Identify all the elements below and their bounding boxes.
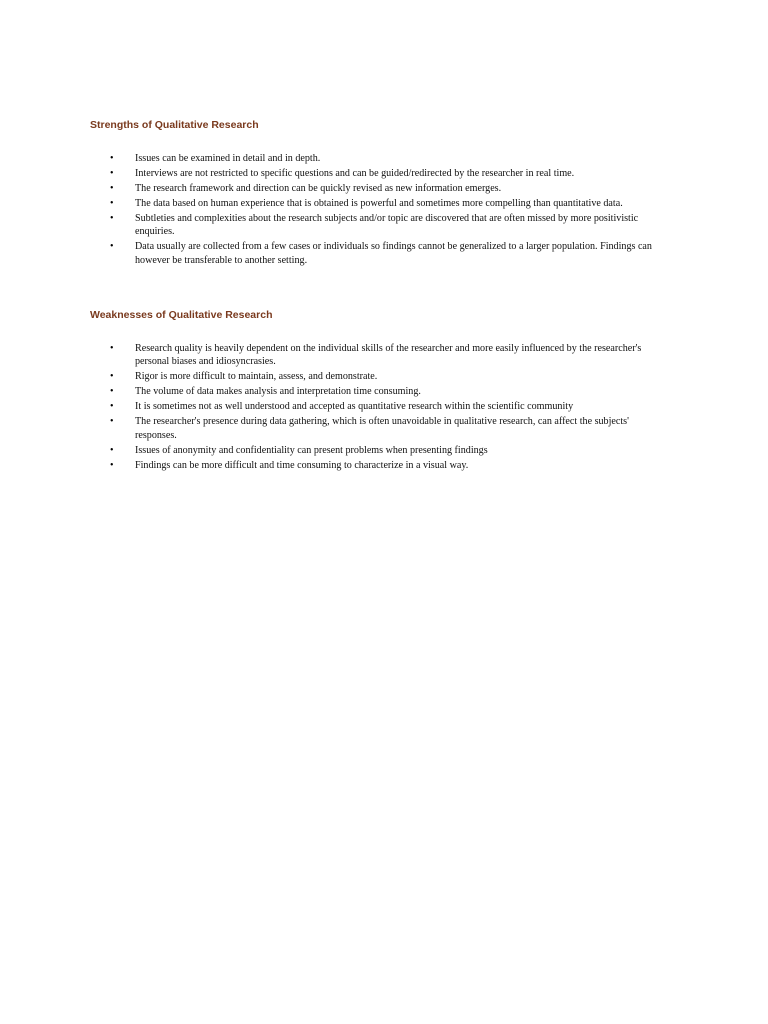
list-item-text: Rigor is more difficult to maintain, assess, and demonstrate. — [135, 371, 378, 383]
bullet-icon: • — [110, 459, 114, 471]
list-item-text: The data based on human experience that is obtained is powerful and sometimes more compelling than quantitative data. — [135, 198, 623, 209]
bullet-icon: • — [110, 444, 114, 456]
list-item — [90, 370, 670, 383]
list-item — [90, 240, 670, 267]
list-item — [90, 152, 670, 165]
strengths-heading: Strengths of Qualitative Research — [90, 119, 259, 131]
list-item-text: The volume of data makes analysis and interpretation time consuming. — [135, 386, 421, 398]
bullet-icon: • — [110, 241, 114, 253]
weaknesses-heading: Weaknesses of Qualitative Research — [90, 309, 273, 321]
list-item-text: Issues can be examined in detail and in depth. — [135, 153, 321, 164]
list-item-text: It is sometimes not as well understood and accepted as quantitative research within the scientific community — [135, 401, 574, 413]
bullet-icon: • — [110, 183, 114, 194]
bullet-icon: • — [110, 153, 114, 164]
list-item-text: Data usually are collected from a few cases or individuals so findings cannot be generalized to a larger population. Findings can however be transferable to another setting. — [135, 241, 652, 266]
list-item-text: Issues of anonymity and confidentiality can present problems when presenting findings — [135, 444, 488, 456]
strengths-list — [90, 152, 670, 267]
weaknesses-list — [90, 342, 670, 472]
bullet-icon: • — [110, 168, 114, 179]
list-item — [90, 385, 670, 398]
bullet-icon: • — [110, 343, 114, 354]
list-item-text: Subtleties and complexities about the research subjects and/or topic are discovered that are often missed by more positivistic enquiries. — [135, 213, 639, 238]
bullet-icon: • — [110, 371, 114, 383]
list-item-text: The research framework and direction can be quickly revised as new information emerges. — [135, 183, 502, 194]
list-item — [90, 444, 670, 457]
list-item-text: Findings can be more difficult and time consuming to characterize in a visual way. — [135, 459, 469, 471]
strengths-section — [90, 119, 670, 269]
list-item — [90, 182, 670, 195]
list-item — [90, 459, 670, 472]
list-item — [90, 197, 670, 210]
bullet-icon: • — [110, 213, 114, 224]
list-item-text: The researcher's presence during data gathering, which is often unavoidable in qualitative research, can affect the subjects' responses. — [135, 416, 629, 441]
bullet-icon: • — [110, 401, 114, 413]
bullet-icon: • — [110, 198, 114, 209]
weaknesses-section — [90, 309, 670, 474]
list-item — [90, 400, 670, 413]
list-item — [90, 342, 670, 369]
bullet-icon: • — [110, 386, 114, 398]
list-item — [90, 212, 670, 239]
list-item — [90, 167, 670, 180]
list-item — [90, 415, 670, 442]
bullet-icon: • — [110, 416, 114, 428]
list-item-text: Interviews are not restricted to specific questions and can be guided/redirected by the researcher in real time. — [135, 168, 575, 179]
list-item-text: Research quality is heavily dependent on the individual skills of the researcher and more easily influenced by the researcher's personal biases and idiosyncrasies. — [135, 343, 642, 368]
